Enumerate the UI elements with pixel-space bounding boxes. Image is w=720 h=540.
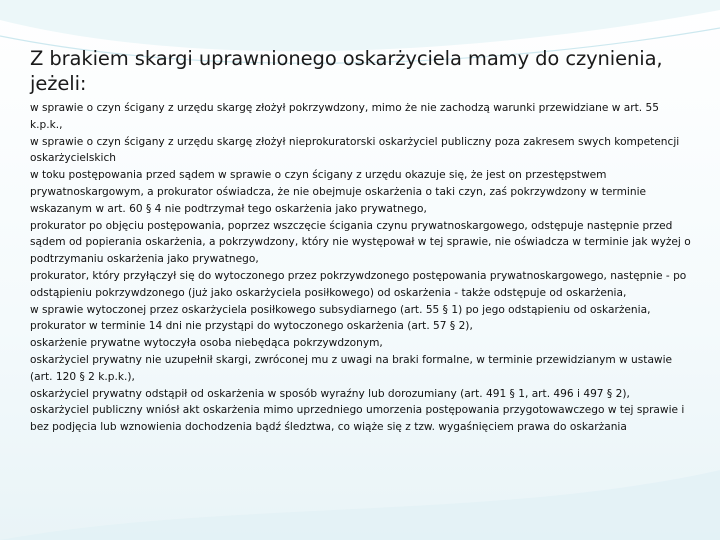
list-item: w sprawie o czyn ścigany z urzędu skargę złożył nieprokuratorski oskarżyciel publiczny poza zakresem swych kompetencji oskarżycielskich	[30, 135, 680, 165]
slide-body	[30, 100, 692, 436]
list-item: oskarżyciel publiczny wniósł akt oskarżenia mimo uprzedniego umorzenia postępowania przygotowawczego w tej sprawie i bez podjęcia lub wznowienia dochodzenia bądź śledztwa, co wiąże się z tzw. wygaśnięciem prawa do oskarżania	[30, 404, 685, 434]
slide-content	[30, 46, 692, 436]
slide-title: Z brakiem skargi uprawnionego oskarżyciela mamy do czynienia, jeżeli:	[30, 47, 663, 95]
list-item: oskarżenie prywatne wytoczyła osoba niebędąca pokrzywdzonym,	[30, 337, 383, 350]
list-item: oskarżyciel prywatny nie uzupełnił skargi, zwróconej mu z uwagi na braki formalne, w terminie przewidzianym w ustawie (art. 120 § 2 k.p.k.),	[30, 353, 673, 383]
list-item: w sprawie wytoczonej przez oskarżyciela posiłkowego subsydiarnego (art. 55 § 1) po jego odstąpieniu od oskarżenia, prokurator w terminie 14 dni nie przystąpi do wytoczonego oskarżenia (art. 57 § 2),	[30, 303, 651, 333]
list-item: w toku postępowania przed sądem w sprawie o czyn ścigany z urzędu okazuje się, że jest on przestępstwem prywatnoskargowym, a prokurator oświadcza, że nie obejmuje oskarżenia o taki czyn, zaś pokrzywdzony w terminie wskazanym w art. 60 § 4 nie podtrzymał tego oskarżenia jako prywatnego,	[30, 169, 647, 215]
list-item: prokurator, który przyłączył się do wytoczonego przez pokrzywdzonego postępowania prywatnoskargowego, następnie - po odstąpieniu pokrzywdzonego (już jako oskarżyciela posiłkowego) od oskarżenia - także odstępuje od oskarżenia,	[30, 269, 687, 299]
list-item: oskarżyciel prywatny odstąpił od oskarżenia w sposób wyraźny lub dorozumiany (art. 491 § 1, art. 496 i 497 § 2),	[30, 387, 630, 400]
list-item: w sprawie o czyn ścigany z urzędu skargę złożył pokrzywdzony, mimo że nie zachodzą warunki przewidziane w art. 55 k.p.k.,	[30, 102, 659, 131]
list-item: prokurator po objęciu postępowania, poprzez wszczęcie ścigania czynu prywatnoskargowego, odstępuje następnie przed sądem od popierania oskarżenia, a pokrzywdzony, który nie występował w tej sprawie, nie oświadcza w terminie jak wyżej o podtrzymaniu oskarżenia jako prywatnego,	[30, 219, 691, 266]
